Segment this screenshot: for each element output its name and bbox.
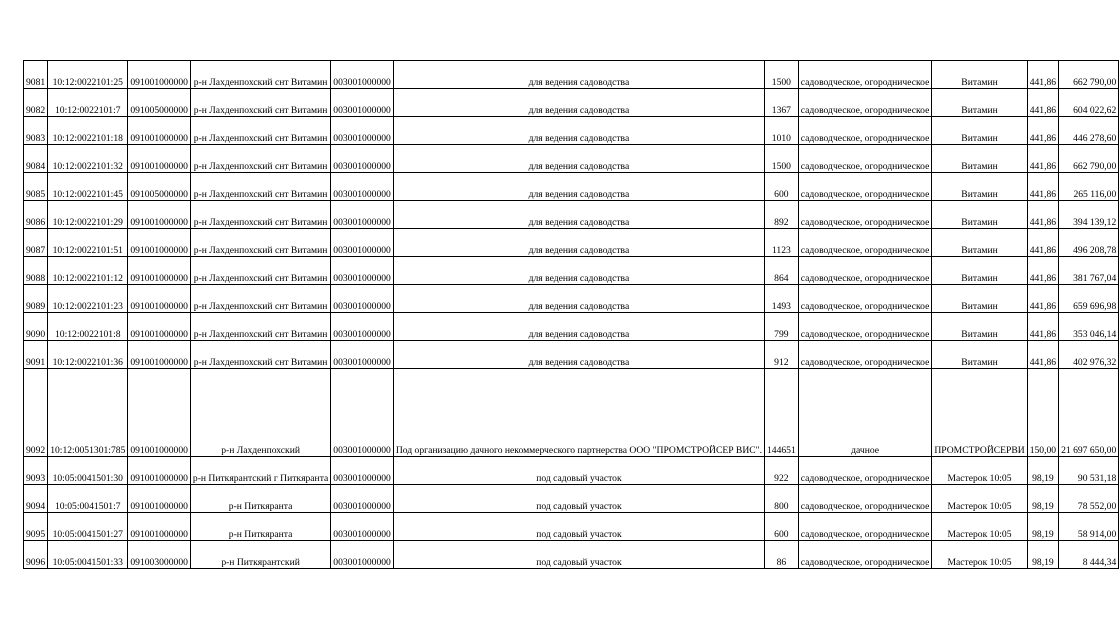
area: 1500 bbox=[764, 145, 798, 173]
cadastral-value: 21 697 650,00 bbox=[1059, 369, 1119, 457]
oktmo-code: 003001000000 bbox=[331, 285, 394, 313]
permitted-use: для ведения садоводства bbox=[393, 229, 764, 257]
oktmo-code: 003001000000 bbox=[331, 541, 394, 569]
address: р-н Лахденпохский снт Витамин bbox=[190, 61, 330, 89]
row-number: 9083 bbox=[24, 117, 48, 145]
cadastral-rate: 441,86 bbox=[1027, 341, 1058, 369]
partnership-name: Витамин bbox=[932, 229, 1027, 257]
land-category: садоводческое, огородническое bbox=[798, 229, 932, 257]
table-row bbox=[24, 145, 1119, 173]
row-number: 9088 bbox=[24, 257, 48, 285]
permitted-use: для ведения садоводства bbox=[393, 61, 764, 89]
permitted-use: для ведения садоводства bbox=[393, 117, 764, 145]
partnership-name: Витамин bbox=[932, 173, 1027, 201]
cadastral-rate: 441,86 bbox=[1027, 313, 1058, 341]
row-number: 9095 bbox=[24, 513, 48, 541]
partnership-name: Витамин bbox=[932, 201, 1027, 229]
cadastral-value: 496 208,78 bbox=[1059, 229, 1119, 257]
cadastral-number: 10:12:0022101:32 bbox=[48, 145, 128, 173]
row-number: 9091 bbox=[24, 341, 48, 369]
partnership-name: Витамин bbox=[932, 313, 1027, 341]
cadastral-number: 10:12:0022101:45 bbox=[48, 173, 128, 201]
cadastral-value: 604 022,62 bbox=[1059, 89, 1119, 117]
table-body bbox=[24, 61, 1119, 569]
address: р-н Лахденпохский снт Витамин bbox=[190, 257, 330, 285]
partnership-name: Мастерок 10:05 bbox=[932, 485, 1027, 513]
row-number: 9087 bbox=[24, 229, 48, 257]
permitted-use: для ведения садоводства bbox=[393, 145, 764, 173]
land-category: дачное bbox=[798, 369, 932, 457]
oktmo-code: 003001000000 bbox=[331, 457, 394, 485]
permitted-use: Под организацию дачного некоммерческого партнерства ООО "ПРОМСТРОЙСЕР ВИС". bbox=[393, 369, 764, 457]
area: 912 bbox=[764, 341, 798, 369]
address: р-н Лахденпохский снт Витамин bbox=[190, 285, 330, 313]
oktmo-code: 003001000000 bbox=[331, 369, 394, 457]
table-row bbox=[24, 89, 1119, 117]
table-row bbox=[24, 341, 1119, 369]
area: 144651 bbox=[764, 369, 798, 457]
address: р-н Лахденпохский снт Витамин bbox=[190, 117, 330, 145]
partnership-name: ПРОМСТРОЙСЕРВИ bbox=[932, 369, 1027, 457]
oktmo-code: 003001000000 bbox=[331, 61, 394, 89]
cadastral-rate: 441,86 bbox=[1027, 285, 1058, 313]
land-category: садоводческое, огородническое bbox=[798, 61, 932, 89]
land-category: садоводческое, огородническое bbox=[798, 541, 932, 569]
table-row bbox=[24, 485, 1119, 513]
cadastral-rate: 441,86 bbox=[1027, 89, 1058, 117]
okato-code: 091001000000 bbox=[128, 513, 191, 541]
okato-code: 091001000000 bbox=[128, 61, 191, 89]
address: р-н Лахденпохский снт Витамин bbox=[190, 173, 330, 201]
area: 922 bbox=[764, 457, 798, 485]
oktmo-code: 003001000000 bbox=[331, 341, 394, 369]
row-number: 9089 bbox=[24, 285, 48, 313]
okato-code: 091001000000 bbox=[128, 145, 191, 173]
permitted-use: под садовый участок bbox=[393, 513, 764, 541]
address: р-н Лахденпохский снт Витамин bbox=[190, 341, 330, 369]
row-number: 9096 bbox=[24, 541, 48, 569]
okato-code: 091003000000 bbox=[128, 541, 191, 569]
table-row bbox=[24, 117, 1119, 145]
area: 1493 bbox=[764, 285, 798, 313]
row-number: 9086 bbox=[24, 201, 48, 229]
row-number: 9084 bbox=[24, 145, 48, 173]
cadastral-rate: 441,86 bbox=[1027, 173, 1058, 201]
table-row bbox=[24, 369, 1119, 457]
cadastral-number: 10:12:0022101:7 bbox=[48, 89, 128, 117]
land-category: садоводческое, огородническое bbox=[798, 313, 932, 341]
cadastral-value: 353 046,14 bbox=[1059, 313, 1119, 341]
partnership-name: Витамин bbox=[932, 257, 1027, 285]
okato-code: 091005000000 bbox=[128, 89, 191, 117]
permitted-use: под садовый участок bbox=[393, 541, 764, 569]
oktmo-code: 003001000000 bbox=[331, 257, 394, 285]
address: р-н Лахденпохский снт Витамин bbox=[190, 313, 330, 341]
area: 1123 bbox=[764, 229, 798, 257]
cadastral-value: 662 790,00 bbox=[1059, 145, 1119, 173]
land-category: садоводческое, огородническое bbox=[798, 117, 932, 145]
okato-code: 091001000000 bbox=[128, 341, 191, 369]
cadastral-rate: 441,86 bbox=[1027, 257, 1058, 285]
cadastral-rate: 98,19 bbox=[1027, 457, 1058, 485]
cadastral-value: 402 976,32 bbox=[1059, 341, 1119, 369]
area: 1500 bbox=[764, 61, 798, 89]
cadastral-rate: 441,86 bbox=[1027, 117, 1058, 145]
partnership-name: Витамин bbox=[932, 117, 1027, 145]
okato-code: 091001000000 bbox=[128, 117, 191, 145]
cadastral-value: 265 116,00 bbox=[1059, 173, 1119, 201]
address: р-н Лахденпохский снт Витамин bbox=[190, 201, 330, 229]
oktmo-code: 003001000000 bbox=[331, 117, 394, 145]
permitted-use: для ведения садоводства bbox=[393, 257, 764, 285]
land-category: садоводческое, огородническое bbox=[798, 341, 932, 369]
row-number: 9090 bbox=[24, 313, 48, 341]
row-number: 9092 bbox=[24, 369, 48, 457]
okato-code: 091001000000 bbox=[128, 369, 191, 457]
land-category: садоводческое, огородническое bbox=[798, 485, 932, 513]
land-category: садоводческое, огородническое bbox=[798, 285, 932, 313]
land-category: садоводческое, огородническое bbox=[798, 513, 932, 541]
okato-code: 091001000000 bbox=[128, 201, 191, 229]
table-row bbox=[24, 513, 1119, 541]
cadastral-rate: 441,86 bbox=[1027, 229, 1058, 257]
address: р-н Питкяранта bbox=[190, 485, 330, 513]
oktmo-code: 003001000000 bbox=[331, 229, 394, 257]
permitted-use: для ведения садоводства bbox=[393, 313, 764, 341]
land-category: садоводческое, огородническое bbox=[798, 257, 932, 285]
cadastral-number: 10:12:0022101:51 bbox=[48, 229, 128, 257]
address: р-н Питкярантский bbox=[190, 541, 330, 569]
area: 86 bbox=[764, 541, 798, 569]
cadastral-rate: 441,86 bbox=[1027, 145, 1058, 173]
row-number: 9094 bbox=[24, 485, 48, 513]
cadastral-value: 381 767,04 bbox=[1059, 257, 1119, 285]
row-number: 9093 bbox=[24, 457, 48, 485]
cadastral-number: 10:05:0041501:27 bbox=[48, 513, 128, 541]
address: р-н Лахденпохский снт Витамин bbox=[190, 89, 330, 117]
cadastral-number: 10:12:0022101:36 bbox=[48, 341, 128, 369]
partnership-name: Витамин bbox=[932, 61, 1027, 89]
area: 600 bbox=[764, 173, 798, 201]
area: 800 bbox=[764, 485, 798, 513]
oktmo-code: 003001000000 bbox=[331, 145, 394, 173]
cadastral-value: 8 444,34 bbox=[1059, 541, 1119, 569]
oktmo-code: 003001000000 bbox=[331, 173, 394, 201]
cadastral-number: 10:12:0022101:8 bbox=[48, 313, 128, 341]
cadastral-value: 659 696,98 bbox=[1059, 285, 1119, 313]
area: 1010 bbox=[764, 117, 798, 145]
permitted-use: под садовый участок bbox=[393, 485, 764, 513]
oktmo-code: 003001000000 bbox=[331, 485, 394, 513]
cadastral-value: 78 552,00 bbox=[1059, 485, 1119, 513]
okato-code: 091001000000 bbox=[128, 285, 191, 313]
land-category: садоводческое, огородническое bbox=[798, 457, 932, 485]
partnership-name: Витамин bbox=[932, 285, 1027, 313]
oktmo-code: 003001000000 bbox=[331, 201, 394, 229]
permitted-use: для ведения садоводства bbox=[393, 341, 764, 369]
cadastral-number: 10:12:0051301:785 bbox=[48, 369, 128, 457]
okato-code: 091001000000 bbox=[128, 313, 191, 341]
row-number: 9085 bbox=[24, 173, 48, 201]
oktmo-code: 003001000000 bbox=[331, 313, 394, 341]
table-row bbox=[24, 257, 1119, 285]
table-row bbox=[24, 285, 1119, 313]
cadastral-rate: 441,86 bbox=[1027, 201, 1058, 229]
cadastral-rate: 98,19 bbox=[1027, 513, 1058, 541]
table-row bbox=[24, 313, 1119, 341]
area: 1367 bbox=[764, 89, 798, 117]
address: р-н Лахденпохский bbox=[190, 369, 330, 457]
area: 799 bbox=[764, 313, 798, 341]
cadastral-value: 394 139,12 bbox=[1059, 201, 1119, 229]
address: р-н Лахденпохский снт Витамин bbox=[190, 229, 330, 257]
partnership-name: Мастерок 10:05 bbox=[932, 457, 1027, 485]
area: 892 bbox=[764, 201, 798, 229]
table-row bbox=[24, 229, 1119, 257]
permitted-use: для ведения садоводства bbox=[393, 89, 764, 117]
cadastral-number: 10:12:0022101:23 bbox=[48, 285, 128, 313]
row-number: 9081 bbox=[24, 61, 48, 89]
partnership-name: Витамин bbox=[932, 341, 1027, 369]
land-category: садоводческое, огородническое bbox=[798, 173, 932, 201]
cadastral-rate: 150,00 bbox=[1027, 369, 1058, 457]
permitted-use: для ведения садоводства bbox=[393, 173, 764, 201]
land-category: садоводческое, огородническое bbox=[798, 201, 932, 229]
cadastral-number: 10:05:0041501:7 bbox=[48, 485, 128, 513]
cadastral-value: 90 531,18 bbox=[1059, 457, 1119, 485]
area: 600 bbox=[764, 513, 798, 541]
partnership-name: Витамин bbox=[932, 145, 1027, 173]
table-row bbox=[24, 61, 1119, 89]
table-row bbox=[24, 541, 1119, 569]
okato-code: 091001000000 bbox=[128, 229, 191, 257]
oktmo-code: 003001000000 bbox=[331, 89, 394, 117]
area: 864 bbox=[764, 257, 798, 285]
okato-code: 091005000000 bbox=[128, 173, 191, 201]
okato-code: 091001000000 bbox=[128, 457, 191, 485]
table-row bbox=[24, 457, 1119, 485]
cadastral-value: 662 790,00 bbox=[1059, 61, 1119, 89]
cadastral-number: 10:12:0022101:18 bbox=[48, 117, 128, 145]
okato-code: 091001000000 bbox=[128, 257, 191, 285]
cadastral-value: 446 278,60 bbox=[1059, 117, 1119, 145]
address: р-н Лахденпохский снт Витамин bbox=[190, 145, 330, 173]
cadastral-value: 58 914,00 bbox=[1059, 513, 1119, 541]
partnership-name: Витамин bbox=[932, 89, 1027, 117]
cadastral-number: 10:12:0022101:12 bbox=[48, 257, 128, 285]
cadastral-rate: 98,19 bbox=[1027, 541, 1058, 569]
permitted-use: под садовый участок bbox=[393, 457, 764, 485]
table-row bbox=[24, 173, 1119, 201]
land-category: садоводческое, огородническое bbox=[798, 145, 932, 173]
cadastral-number: 10:05:0041501:33 bbox=[48, 541, 128, 569]
permitted-use: для ведения садоводства bbox=[393, 201, 764, 229]
cadastral-number: 10:05:0041501:30 bbox=[48, 457, 128, 485]
land-plots-table bbox=[23, 60, 1119, 569]
okato-code: 091001000000 bbox=[128, 485, 191, 513]
partnership-name: Мастерок 10:05 bbox=[932, 513, 1027, 541]
address: р-н Питкярантский г Питкяранта bbox=[190, 457, 330, 485]
cadastral-number: 10:12:0022101:25 bbox=[48, 61, 128, 89]
partnership-name: Мастерок 10:05 bbox=[932, 541, 1027, 569]
oktmo-code: 003001000000 bbox=[331, 513, 394, 541]
cadastral-rate: 441,86 bbox=[1027, 61, 1058, 89]
address: р-н Питкяранта bbox=[190, 513, 330, 541]
table-row bbox=[24, 201, 1119, 229]
row-number: 9082 bbox=[24, 89, 48, 117]
cadastral-number: 10:12:0022101:29 bbox=[48, 201, 128, 229]
land-category: садоводческое, огородническое bbox=[798, 89, 932, 117]
cadastral-rate: 98,19 bbox=[1027, 485, 1058, 513]
permitted-use: для ведения садоводства bbox=[393, 285, 764, 313]
